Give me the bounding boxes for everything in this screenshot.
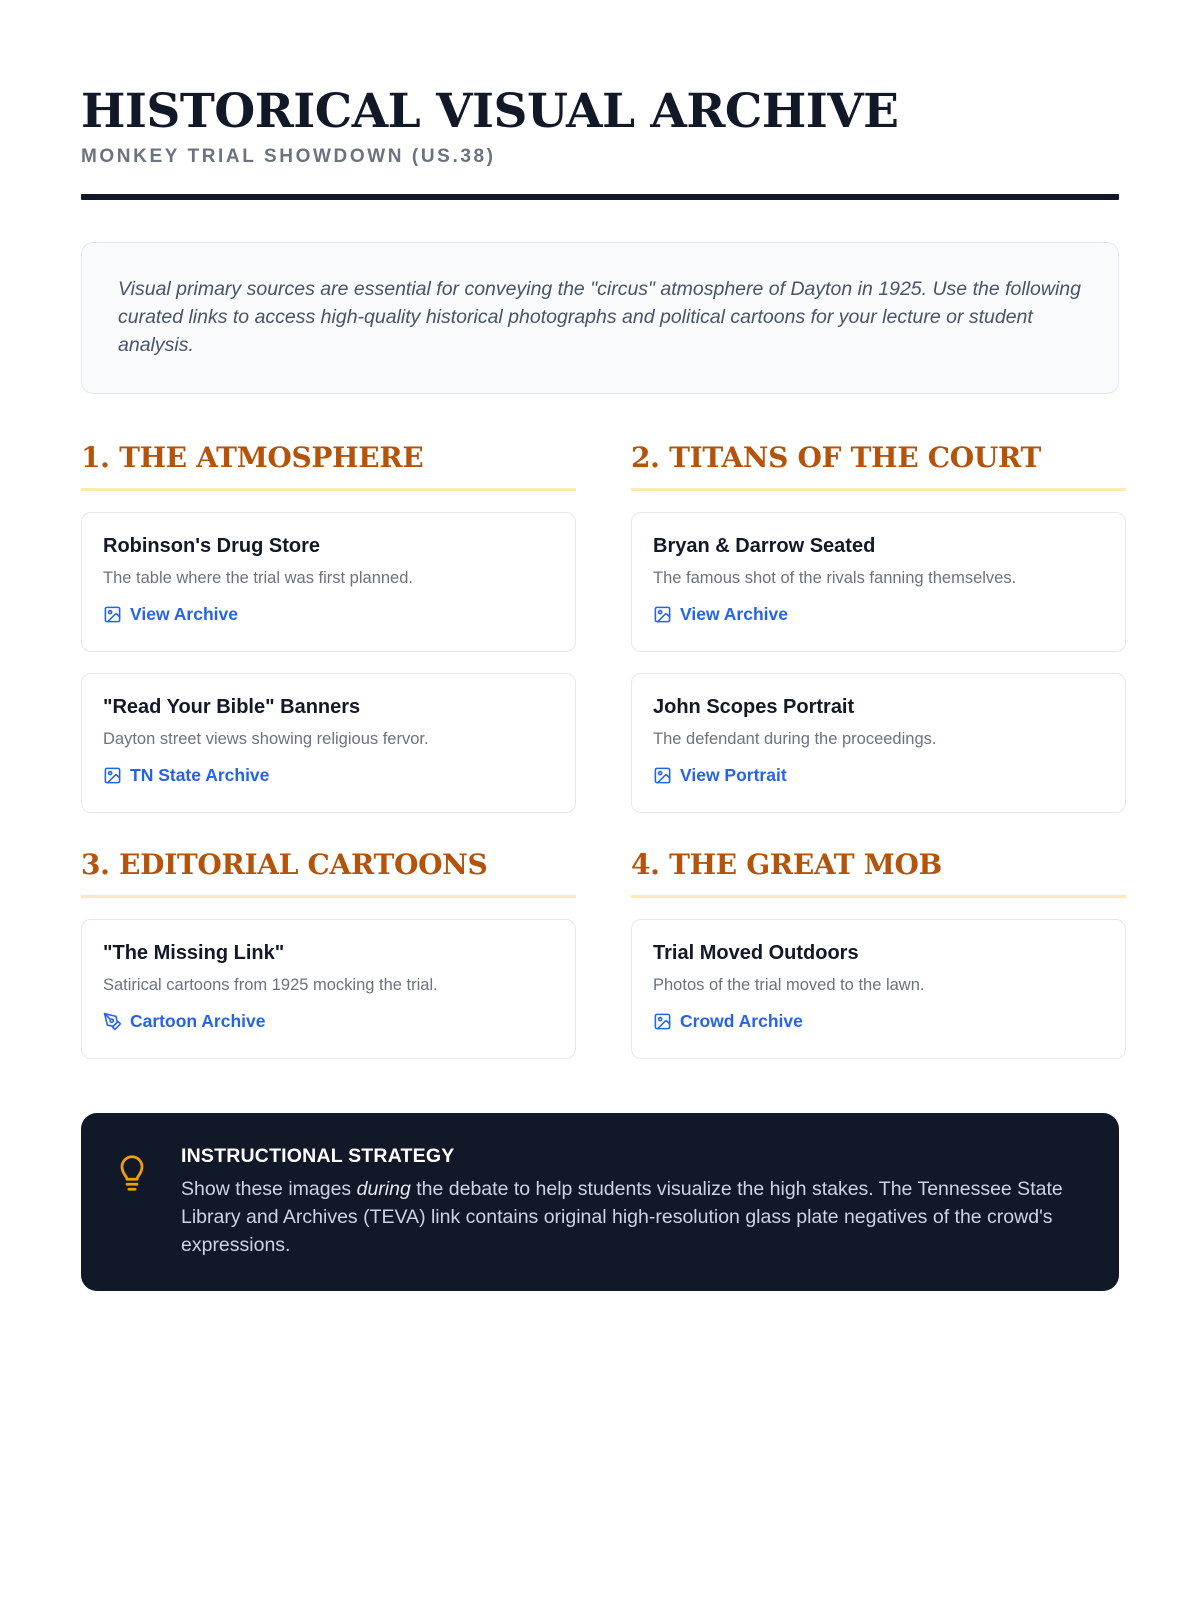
card-description: Photos of the trial moved to the lawn. xyxy=(653,976,925,994)
pen-tool-icon xyxy=(103,1012,122,1031)
card-title: John Scopes Portrait xyxy=(653,696,855,718)
link-label: TN State Archive xyxy=(130,765,270,785)
view-archive-link[interactable] xyxy=(103,604,554,625)
strategy-content xyxy=(181,1143,1075,1259)
link-label: View Portrait xyxy=(680,765,787,785)
intro-text: Visual primary sources are essential for conveying the "circus" atmosphere of Dayton in 1925. Use the following curated links to access high-quality historical photographs and political cartoons for your lecture or student analysis. xyxy=(118,278,1081,356)
image-icon xyxy=(653,1012,672,1031)
resource-card xyxy=(631,673,1126,813)
resource-card xyxy=(631,919,1126,1059)
card-description: The famous shot of the rivals fanning themselves. xyxy=(653,569,1017,587)
strategy-text-part: the debate to help students visualize the high stakes. The Tennessee State Library and Archives (TEVA) link contains original high-resolution glass plate negatives of the crowd's expressions. xyxy=(181,1178,1063,1256)
card-description: The defendant during the proceedings. xyxy=(653,730,937,748)
card-title: Bryan & Darrow Seated xyxy=(653,535,876,557)
card-description: Satirical cartoons from 1925 mocking the trial. xyxy=(103,976,438,994)
intro-box xyxy=(81,242,1119,394)
link-label: View Archive xyxy=(680,604,788,624)
card-description: Dayton street views showing religious fervor. xyxy=(103,730,429,748)
strategy-text-emphasis: during xyxy=(356,1178,411,1200)
title-divider xyxy=(81,194,1119,200)
card-title: "Read Your Bible" Banners xyxy=(103,696,361,718)
section-title: 4. THE GREAT MOB xyxy=(631,847,1126,898)
link-label: Cartoon Archive xyxy=(130,1011,266,1031)
strategy-text-part: Show these images xyxy=(181,1178,357,1200)
page-title: HISTORICAL VISUAL ARCHIVE xyxy=(81,84,899,139)
sections-grid xyxy=(81,440,1119,1059)
lightbulb-icon xyxy=(117,1153,147,1193)
image-icon xyxy=(653,605,672,624)
card-description: The table where the trial was first planned. xyxy=(103,569,413,587)
strategy-text xyxy=(181,1175,1075,1259)
page-subtitle: MONKEY TRIAL SHOWDOWN (US.38) xyxy=(81,146,496,167)
image-icon xyxy=(103,605,122,624)
card-title: Robinson's Drug Store xyxy=(103,535,320,557)
strategy-title: INSTRUCTIONAL STRATEGY xyxy=(181,1145,455,1167)
section-title: 1. THE ATMOSPHERE xyxy=(81,440,576,491)
view-portrait-link[interactable] xyxy=(653,765,1104,786)
section-editorial-cartoons xyxy=(81,847,576,1059)
link-label: Crowd Archive xyxy=(680,1011,803,1031)
view-archive-link[interactable] xyxy=(653,604,1104,625)
section-title: 3. EDITORIAL CARTOONS xyxy=(81,847,576,898)
section-title: 2. TITANS OF THE COURT xyxy=(631,440,1126,491)
cartoon-archive-link[interactable] xyxy=(103,1011,554,1032)
instructional-strategy-box xyxy=(81,1113,1119,1291)
section-titans-of-the-court xyxy=(631,440,1126,813)
resource-card xyxy=(81,512,576,652)
card-title: "The Missing Link" xyxy=(103,942,285,964)
card-title: Trial Moved Outdoors xyxy=(653,942,859,964)
link-label: View Archive xyxy=(130,604,238,624)
tn-state-archive-link[interactable] xyxy=(103,765,554,786)
resource-card xyxy=(81,919,576,1059)
image-icon xyxy=(103,766,122,785)
section-the-great-mob xyxy=(631,847,1126,1059)
resource-card xyxy=(631,512,1126,652)
resource-card xyxy=(81,673,576,813)
section-atmosphere xyxy=(81,440,576,813)
crowd-archive-link[interactable] xyxy=(653,1011,1104,1032)
image-icon xyxy=(653,766,672,785)
